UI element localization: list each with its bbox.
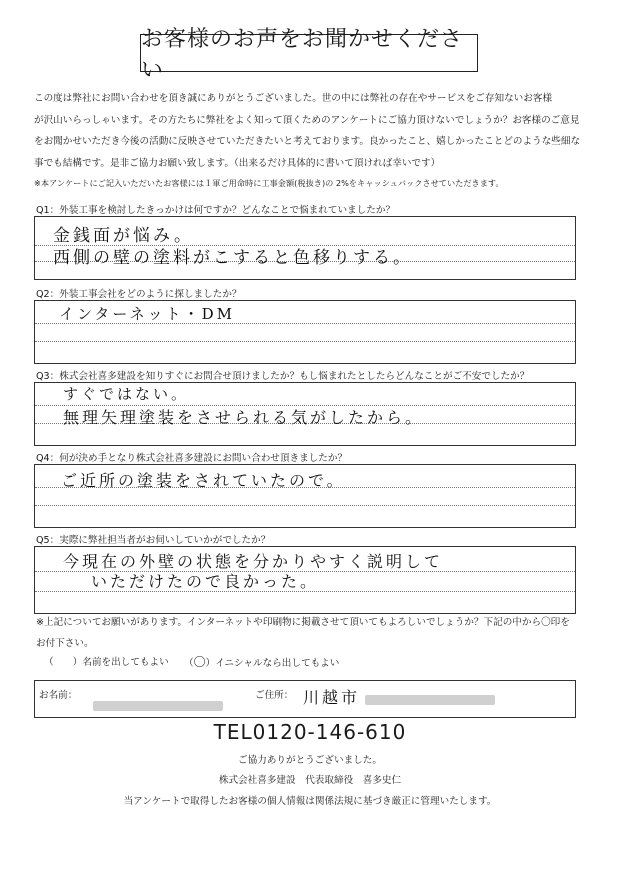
intro-line: 事でも結構です。是非ご協力お願い致します。（出来るだけ具体的に書いて頂ければ幸いです） xyxy=(34,157,441,169)
consent-option-initials[interactable] xyxy=(184,652,339,674)
intro-line: が沢山いらっしゃいます。その方たちに弊社をよく知って頂くためのアンケートにご協力頂けないでしょうか？お客様のご意見 xyxy=(34,114,580,126)
telephone-number: TEL0120-146-610 xyxy=(213,720,407,744)
answer-1-line-2: 西側の壁の塗料がこすると色移りする。 xyxy=(53,248,413,268)
circle-mark: 〇 xyxy=(193,655,206,669)
privacy-notice: 当アンケートで取得したお客様の個人情報は関係法規に基づき厳正に管理いたします。 xyxy=(123,796,497,807)
answer-4-line-1: ご近所の塗装をされていたので。 xyxy=(61,471,346,490)
publication-consent xyxy=(36,612,570,654)
customer-info-box xyxy=(34,680,576,718)
question-2-label: Q2：外装工事会社をどのように探しましたか？ xyxy=(36,289,242,300)
question-1-label: Q1：外装工事を検討したきっかけは何ですか？どんなことで悩まれていましたか？ xyxy=(36,205,396,216)
survey-title: お客様のお声をお聞かせください xyxy=(140,34,478,72)
consent-text: ※上記についてお願いがあります。インターネットや印刷物に掲載させて頂いてもよろしいでしょうか？下記の中から〇印を xyxy=(36,617,570,628)
option-label: ）イニシャルなら出してもよい xyxy=(205,658,340,669)
answer-box-3 xyxy=(34,382,576,446)
answer-box-2 xyxy=(34,300,576,364)
answer-box-5 xyxy=(34,546,576,614)
company-name: 株式会社喜多建設 代表取締役 喜多史仁 xyxy=(218,775,402,786)
answer-box-4 xyxy=(34,464,576,528)
address-value: 川越市 xyxy=(303,688,361,707)
consent-option-name[interactable]: （ ）名前を出してもよい xyxy=(44,657,169,668)
redacted-address xyxy=(365,695,495,705)
name-label: お名前： xyxy=(39,690,78,701)
answer-5-line-2: いただけたので良かった。 xyxy=(91,572,320,591)
question-5-label: Q5：実際に弊社担当者がお伺いしていかがでしたか？ xyxy=(36,535,271,546)
answer-3-line-1: すぐではない。 xyxy=(63,385,190,403)
question-3-label: Q3：株式会社喜多建設を知りすぐにお問合せ頂けましたか？もし悩まれたとしたらどんなことがご不安でしたか？ xyxy=(36,371,530,382)
option-open-paren: （ xyxy=(184,658,194,669)
address-label: ご住所： xyxy=(255,690,294,701)
intro-text xyxy=(34,88,594,192)
thanks-text: ご協力ありがとうございました。 xyxy=(238,755,382,766)
answer-3-line-2: 無理矢理塗装をさせられる気がしたから。 xyxy=(63,408,425,427)
answer-5-line-1: 今現在の外壁の状態を分かりやすく説明して xyxy=(63,552,444,571)
intro-line: をお聞かせいただき今後の活動に反映させていただきたいと考えております。良かったこと、嬉しかったことどのような些細な xyxy=(34,136,581,147)
cashback-note: ※本アンケートにご記入いただいたお客様には１軍ご用命時に工事金額(税抜き)の 2%をキャッシュバックさせていただきます。 xyxy=(34,178,504,188)
redacted-name xyxy=(93,701,223,711)
answer-2-line-1: インターネット・DM xyxy=(59,305,236,323)
question-4-label: Q4：何が決め手となり株式会社喜多建設にお問い合わせ頂きましたか？ xyxy=(36,453,348,464)
answer-box-1 xyxy=(34,216,576,280)
answer-1-line-1: 金銭面が悩み。 xyxy=(53,226,195,246)
consent-text: お付下さい。 xyxy=(36,638,94,649)
intro-line: この度は弊社にお問い合わせを頂き誠にありがとうございました。世の中には弊社の存在やサービスをご存知ないお客様 xyxy=(34,93,553,104)
